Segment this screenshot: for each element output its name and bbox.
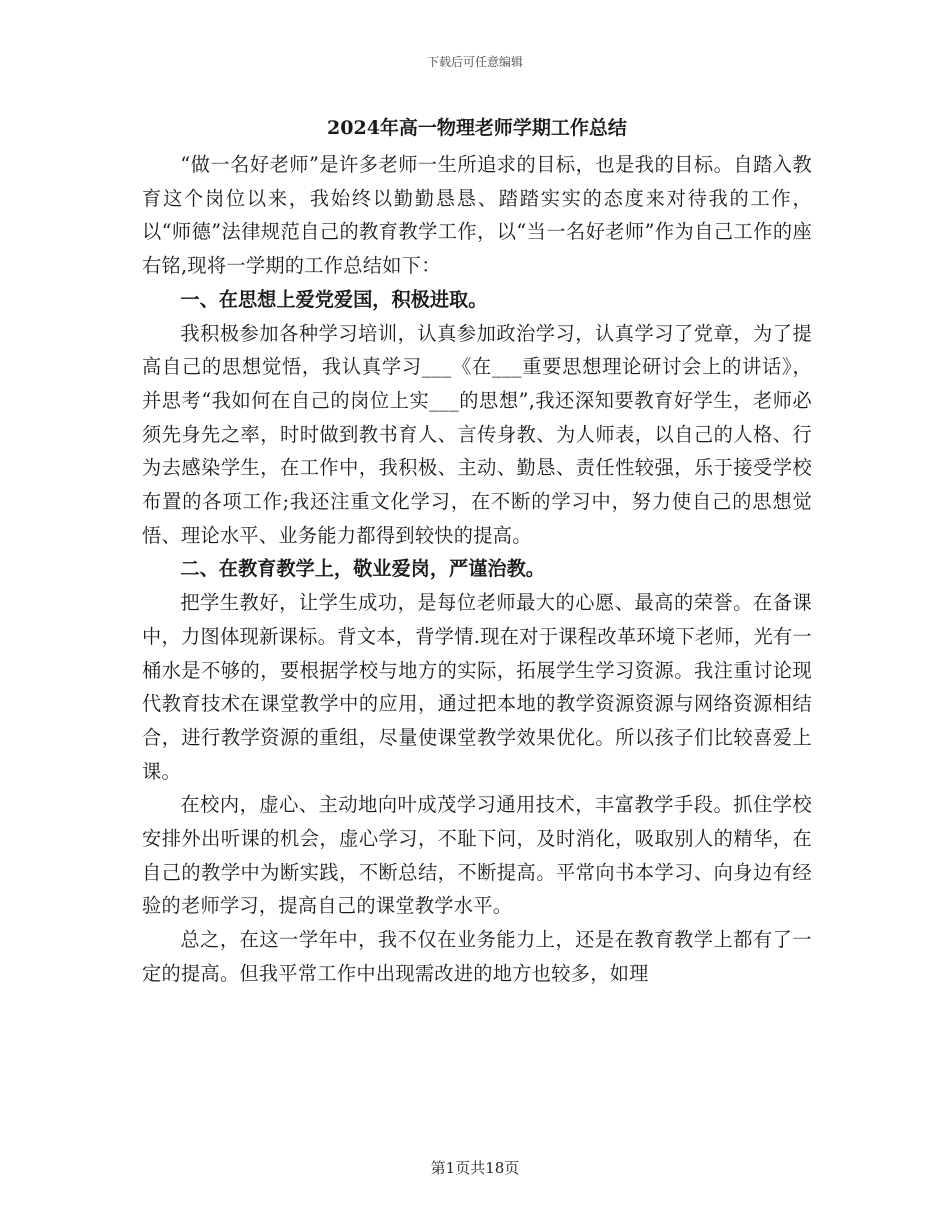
page-footer: 第1页共18页 [430, 1159, 520, 1177]
document-body [142, 112, 812, 991]
section-heading-1: 一、在思想上爱党爱国，积极进取。 [180, 287, 488, 311]
document-title: 2024年高一物理老师学期工作总结 [327, 117, 627, 139]
paragraph-section-1: 我积极参加各种学习培训，认真参加政治学习，认真学习了党章，为了提高自己的思想觉悟，我认真学习___《在___重要思想理论研讨会上的讲话》，并思考“我如何在自己的岗位上实___的思想”,我还深知要教育好学生，老师必须先身先之率，时时做到教书育人、言传身教、为人师表，以自己的人格、行为去感染学生，在工作中，我积极、主动、勤恳、责任性较强，乐于接受学校布置的各项工作;我还注重文化学习，在不断的学习中，努力使自己的思想觉悟、理论水平、业务能力都得到较快的提高。 [142, 321, 812, 547]
header-note: 下载后可任意编辑 [426, 55, 523, 69]
paragraph-section-2b: 在校内，虚心、主动地向叶成茂学习通用技术，丰富教学手段。抓住学校安排外出听课的机会，虚心学习，不耻下问，及时消化，吸取别人的精华，在自己的教学中为断实践，不断总结，不断提高。平常向书本学习、向身边有经验的老师学习，提高自己的课堂教学水平。 [142, 793, 812, 918]
paragraph-section-2a: 把学生教好，让学生成功，是每位老师最大的心愿、最高的荣誉。在备课中，力图体现新课标。背文本，背学情.现在对于课程改革环境下老师，光有一桶水是不够的，要根据学校与地方的实际，拓展学生学习资源。我注重讨论现代教育技术在课堂教学中的应用，通过把本地的教学资源资源与网络资源相结合，进行教学资源的重组，尽量使课堂教学效果优化。所以孩子们比较喜爱上课。 [142, 591, 812, 783]
paragraph-summary: 总之，在这一学年中，我不仅在业务能力上，还是在教育教学上都有了一定的提高。但我平常工作中出现需改进的地方也较多，如理 [142, 928, 812, 985]
section-heading-2: 二、在教育教学上，敬业爱岗，严谨治教。 [180, 557, 545, 581]
paragraph-intro: “做一名好老师”是许多老师一生所追求的目标，也是我的目标。自踏入教育这个岗位以来，我始终以勤勤恳恳、踏踏实实的态度来对待我的工作，以“师德”法律规范自己的教育教学工作，以“当一名好老师”作为自己工作的座右铭,现将一学期的工作总结如下： [142, 153, 812, 278]
